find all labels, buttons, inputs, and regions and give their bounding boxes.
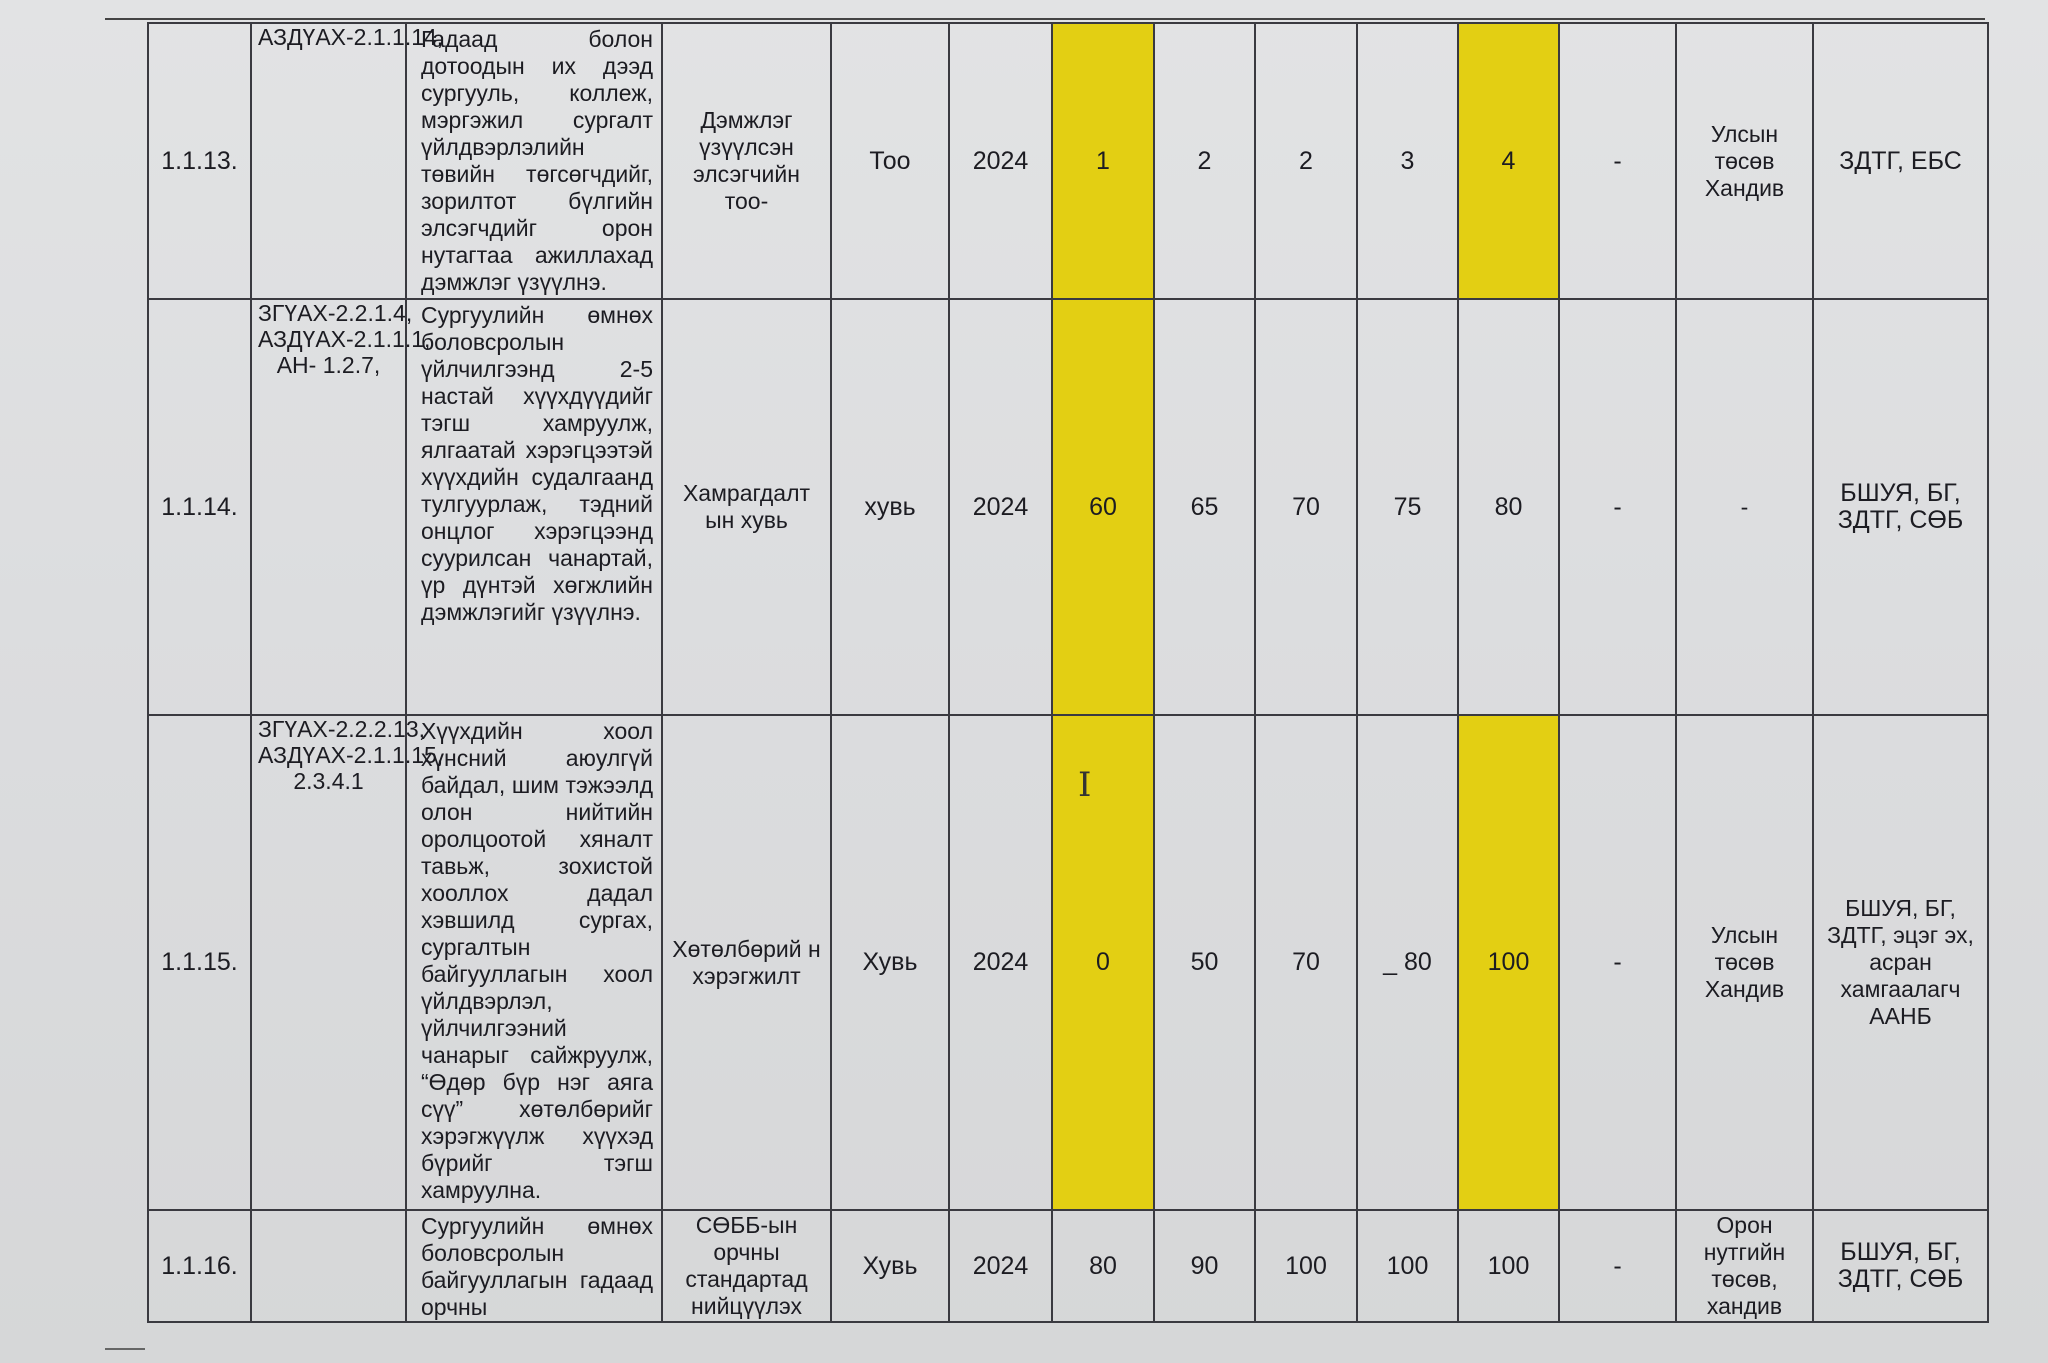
program-code bbox=[251, 1210, 406, 1322]
funding-source: Орон нутгийн төсөв, хандив bbox=[1676, 1210, 1813, 1322]
activity-description: Сургуулийн өмнөх боловсролын байгууллагын гадаад орчны bbox=[406, 1210, 662, 1322]
responsible-org: БШУЯ, БГ, ЗДТГ, эцэг эх, асран хамгаалагч ААНБ bbox=[1813, 715, 1988, 1210]
program-code: ЗГҮАХ-2.2.2.13, АЗДҮАХ-2.1.1.15, 2.3.4.1 bbox=[251, 715, 406, 1210]
activity-description: Гадаад болон дотоодын их дээд сургууль, коллеж, мэргэжил сургалт үйлдвэрлэлийн төвийн төгсөгчдийг, зорилтот бүлгийн элсэгчдийг орон нутагтаа ажиллахад дэмжлэг үзүүлнэ. bbox=[406, 23, 662, 299]
target-value-2: 65 bbox=[1154, 299, 1255, 715]
target-value-3: 70 bbox=[1255, 715, 1357, 1210]
responsible-org: БШУЯ, БГ, ЗДТГ, СӨБ bbox=[1813, 1210, 1988, 1322]
unit-cell: хувь bbox=[831, 299, 949, 715]
responsible-org: БШУЯ, БГ, ЗДТГ, СӨБ bbox=[1813, 299, 1988, 715]
unit-cell: Хувь bbox=[831, 715, 949, 1210]
program-code: ЗГҮАХ-2.2.1.4, АЗДҮАХ-2.1.1.1, АН- 1.2.7, bbox=[251, 299, 406, 715]
funding-source: Улсын төсөв Хандив bbox=[1676, 23, 1813, 299]
indicator-cell: Хөтөлбөрий н хэрэгжилт bbox=[662, 715, 831, 1210]
target-value-1: 60 bbox=[1052, 299, 1154, 715]
page-rule-fragment bbox=[105, 1348, 145, 1350]
indicator-cell: Хамрагдалт ын хувь bbox=[662, 299, 831, 715]
table-top-rule bbox=[105, 18, 1985, 20]
target-value-2: 2 bbox=[1154, 23, 1255, 299]
extra-cell: - bbox=[1559, 23, 1676, 299]
indicator-cell: Дэмжлэг үзүүлсэн элсэгчийн тоо- bbox=[662, 23, 831, 299]
funding-source: Улсын төсөв Хандив bbox=[1676, 715, 1813, 1210]
target-value-4: _ 80 bbox=[1357, 715, 1458, 1210]
base-year-cell: 2024 bbox=[949, 715, 1052, 1210]
table-row bbox=[148, 715, 1988, 1210]
funding-source: - bbox=[1676, 299, 1813, 715]
target-value-4: 3 bbox=[1357, 23, 1458, 299]
target-value-4: 75 bbox=[1357, 299, 1458, 715]
target-value-1: 1 bbox=[1052, 23, 1154, 299]
table-row bbox=[148, 299, 1988, 715]
target-value-1: 80 bbox=[1052, 1210, 1154, 1322]
activity-description: Сургуулийн өмнөх боловсролын үйлчилгээнд 2-5 настай хүүхдүүдийг тэгш хамруулж, ялгаатай хэрэгцээтэй хүүхдийн судалгаанд тулгуурлаж, тэдний онцлог хэрэгцээнд суурилсан чанартай, үр дүнтэй хөгжлийн дэмжлэгийг үзүүлнэ. bbox=[406, 299, 662, 715]
target-value-2: 90 bbox=[1154, 1210, 1255, 1322]
row-number: 1.1.13. bbox=[148, 23, 251, 299]
table-row bbox=[148, 23, 1988, 299]
target-value-4: 100 bbox=[1357, 1210, 1458, 1322]
target-value-5: 100 bbox=[1458, 715, 1559, 1210]
target-value-1: 0 bbox=[1052, 715, 1154, 1210]
program-code: АЗДҮАХ-2.1.1.14, bbox=[251, 23, 406, 299]
base-year-cell: 2024 bbox=[949, 1210, 1052, 1322]
row-number: 1.1.15. bbox=[148, 715, 251, 1210]
text-cursor-icon: I bbox=[1078, 765, 1092, 805]
target-value-3: 70 bbox=[1255, 299, 1357, 715]
target-value-5: 100 bbox=[1458, 1210, 1559, 1322]
row-number: 1.1.14. bbox=[148, 299, 251, 715]
target-value-5: 80 bbox=[1458, 299, 1559, 715]
target-value-3: 2 bbox=[1255, 23, 1357, 299]
plan-table bbox=[147, 22, 1989, 1323]
extra-cell: - bbox=[1559, 715, 1676, 1210]
indicator-cell: СӨББ-ын орчны стандартад нийцүүлэх bbox=[662, 1210, 831, 1322]
activity-description: Хүүхдийн хоол хүнсний аюулгүй байдал, шим тэжээлд олон нийтийн оролцоотой хяналт тавьж, зохистой хооллох дадал хэвшилд сургах, сургалтын байгууллагын хоол үйлдвэрлэл, үйлчилгээний чанарыг сайжруулж, “Өдөр бүр нэг аяга сүү” хөтөлбөрийг хэрэгжүүлж хүүхэд бүрийг тэгш хамруулна. bbox=[406, 715, 662, 1210]
target-value-2: 50 bbox=[1154, 715, 1255, 1210]
unit-cell: Хувь bbox=[831, 1210, 949, 1322]
row-number: 1.1.16. bbox=[148, 1210, 251, 1322]
target-value-3: 100 bbox=[1255, 1210, 1357, 1322]
base-year-cell: 2024 bbox=[949, 23, 1052, 299]
target-value-5: 4 bbox=[1458, 23, 1559, 299]
unit-cell: Тоо bbox=[831, 23, 949, 299]
extra-cell: - bbox=[1559, 1210, 1676, 1322]
table-row bbox=[148, 1210, 1988, 1322]
extra-cell: - bbox=[1559, 299, 1676, 715]
responsible-org: ЗДТГ, ЕБС bbox=[1813, 23, 1988, 299]
base-year-cell: 2024 bbox=[949, 299, 1052, 715]
